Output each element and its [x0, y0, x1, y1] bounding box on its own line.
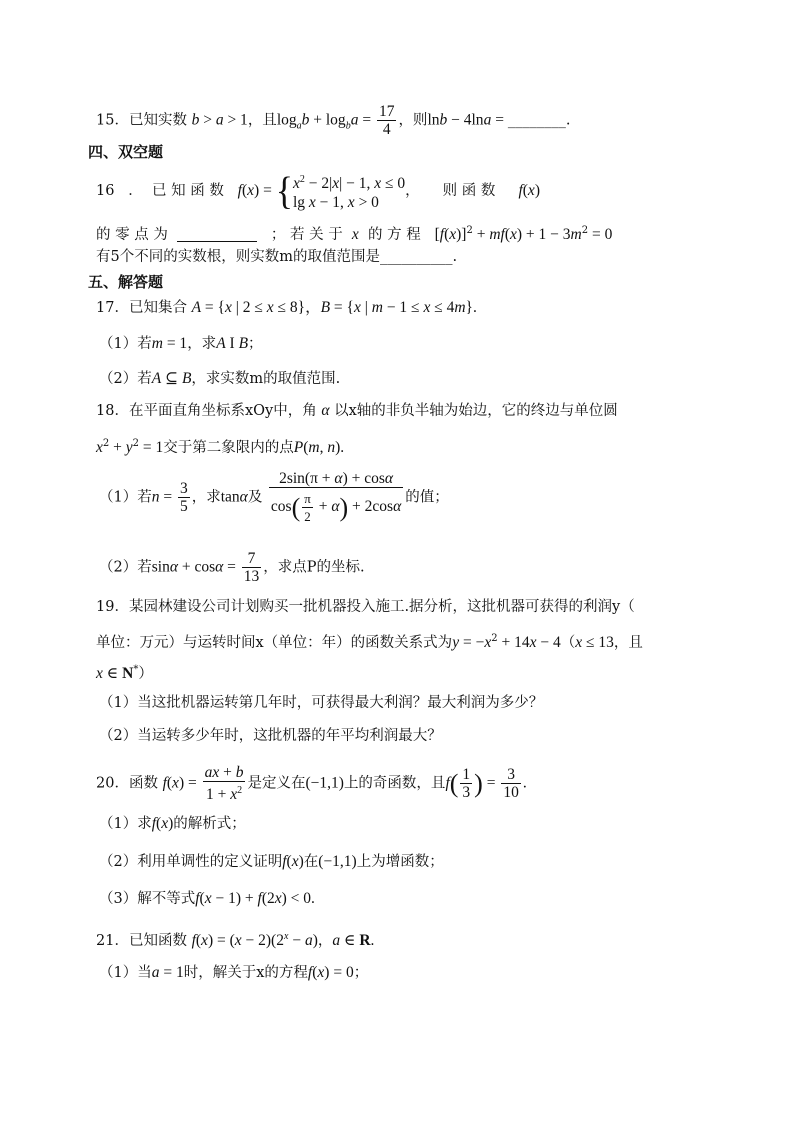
answer-blank [177, 226, 257, 242]
text: ，求 [191, 489, 221, 506]
piecewise-brace: { [275, 169, 293, 214]
text: 的解析式； [173, 816, 246, 832]
text: 已知函数 [128, 932, 187, 949]
question-20-part3: （3）解不等式f(x − 1) + f(2x) < 0. [99, 890, 315, 907]
text: （2）若 [99, 371, 152, 387]
text: 时，解关于x的方程 [183, 965, 308, 981]
question-20: 20．函数 f(x) = $\frac{ax + b}{1 + x^2}$ 是定义在(−1,1)上的奇函数，且f( $\frac{1}{3}$ ) = $\frac{3}{10}$ . [96, 764, 527, 804]
question-21-part1: （1）当a = 1时，解关于x的方程f(x) = 0； [99, 964, 369, 981]
fraction: 2sin(π + α) + cosα cos( $\frac{\pi}{2}$ + α) + 2cosα [270, 470, 402, 524]
text: （3）解不等式 [99, 891, 196, 907]
question-20-part2: （2）利用单调性的定义证明f(x)在(−1,1)上为增函数； [99, 853, 444, 870]
question-18-line2: $x^2 + y^2 = 1$交于第二象限内的点P(m, n). [96, 438, 345, 456]
text: 的值； [405, 489, 449, 506]
text: 及 [247, 489, 263, 506]
question-21: 21．已知函数 $f(x) = (x - 2)(2^x - a)$，a ∈ R. [96, 931, 375, 949]
question-number: 19． [96, 599, 129, 615]
math: b [191, 111, 200, 129]
question-19-part2: （2）当运转多少年时，这批机器的年平均利润最大？ [99, 728, 442, 744]
text: 是定义在 [247, 775, 306, 792]
text: ； [248, 336, 263, 352]
text: （1）当 [99, 965, 152, 981]
fraction: $\frac{ax + b}{1 + x^2}$ [204, 764, 244, 804]
text: ； 若 关 于 [270, 226, 343, 243]
text: ，求 [187, 336, 217, 352]
text: （1）求 [99, 816, 152, 832]
question-19-part1: （1）当这批机器运转第几年时，可获得最大利润？最大利润为多少？ [99, 695, 544, 711]
text: 上为增函数； [356, 854, 444, 870]
text: ， [317, 932, 333, 949]
text: ，求点P的坐标. [263, 559, 365, 576]
fraction: $\frac{17}{4}$ [378, 103, 395, 138]
question-16-line2: 的 零 点 为 ； 若 关 于 x 的 方 程 $[f(x)]^2 + mf(x) + 1 - 3m^2 = 0$ [96, 225, 613, 243]
question-16: 16 ． 已 知 函 数 f(x) = { $x^2 - 2|x| - 1$, x ≤ 0 lg x − 1, x > 0 ， 则 函 数 f(x) [96, 169, 540, 214]
question-number: 17． [96, 300, 129, 316]
text: ． [128, 183, 143, 200]
question-19 [96, 596, 635, 618]
text: 的 零 点 为 [96, 226, 168, 243]
text: 函数 [128, 775, 158, 792]
question-number: 18． [96, 403, 129, 419]
question-16-line3: 有5个不同的实数根，则实数m的取值范围是__________. [96, 249, 458, 265]
question-number: 16 [96, 183, 115, 200]
text: ，求实数m的取值范围. [191, 371, 341, 387]
text: 的 方 程 [368, 226, 421, 243]
text: （ [560, 634, 576, 651]
section-heading: 四、双空题 [88, 143, 164, 161]
question-17-part1: （1）若m = 1，求A I B； [99, 335, 263, 352]
question-17: 17．已知集合 A = {x | 2 ≤ x ≤ 8}，B = {x | m − 1 ≤ x ≤ 4m}. [96, 299, 477, 316]
section-heading: 五、解答题 [88, 273, 164, 291]
text: ，且 [613, 634, 643, 651]
question-19-line2: 单位：万元）与运转时间x（单位：年）的函数关系式为$y = -x^2 + 14x - 4(x \le 13$，且 [96, 633, 643, 651]
text: ，则 [398, 112, 428, 129]
text: 已 知 函 数 [152, 183, 224, 200]
text: （1）若 [99, 489, 152, 506]
text: （1）若 [99, 336, 152, 352]
text: 单位：万元）与运转时间x（单位：年）的函数关系式为 [96, 634, 453, 651]
question-number: 21． [96, 932, 129, 949]
text: 在 [303, 854, 319, 870]
text: 已知集合 [128, 300, 187, 316]
question-18-part2: （2）若sinα + cosα = $\frac{7}{13}$ ，求点P的坐标. [99, 550, 365, 585]
text: 交于第二象限内的点 [163, 439, 294, 456]
question-17-part2: （2）若A ⊆ B，求实数m的取值范围. [99, 370, 341, 387]
fraction: $\frac{7}{13}$ [243, 550, 260, 585]
text: （2）利用单调性的定义证明 [99, 854, 283, 870]
text: ， [405, 183, 420, 200]
text: ） [138, 665, 153, 682]
question-15: 15．已知实数 b > a > 1，且$\log_ab + \log_ba$ = $\frac{17}{4}$ ，则lnb − 4lna = ________. [96, 103, 571, 138]
text: ，且 [247, 112, 277, 129]
question-19-line3: x ∈ N*） [96, 664, 153, 682]
text: （2）若 [99, 559, 152, 576]
question-number: 20． [96, 775, 129, 792]
text: 某园林建设公司计划购买一批机器投入施工.据分析，这批机器可获得的利润y（ [128, 599, 635, 615]
text: 上的奇函数，且 [343, 775, 446, 792]
text: 以x轴的非负半轴为始边，它的终边与单位圆 [334, 403, 618, 419]
question-20-part1: （1）求f(x)的解析式； [99, 815, 246, 832]
text: ； [353, 965, 369, 981]
answer-blank: ________. [507, 112, 571, 129]
fraction: $\frac{3}{5}$ [179, 480, 188, 515]
piecewise-cases: $x^2 - 2|x| - 1$, x ≤ 0 lg x − 1, x > 0 [292, 174, 406, 212]
text: 则 函 数 [442, 183, 496, 200]
question-18: 18．在平面直角坐标系xOy中，角 α 以x轴的非负半轴为始边，它的终边与单位圆 [96, 402, 618, 419]
question-number: 15． [96, 112, 129, 129]
question-18-part1: （1）若n = $\frac{3}{5}$ ，求tanα及 2sin(π + α) + cosα cos( $\frac{\pi}{2}$ + α) + 2cosα 的值； [99, 470, 449, 524]
text: 已知实数 [128, 112, 187, 129]
text: 在平面直角坐标系xOy中，角 [128, 403, 317, 419]
